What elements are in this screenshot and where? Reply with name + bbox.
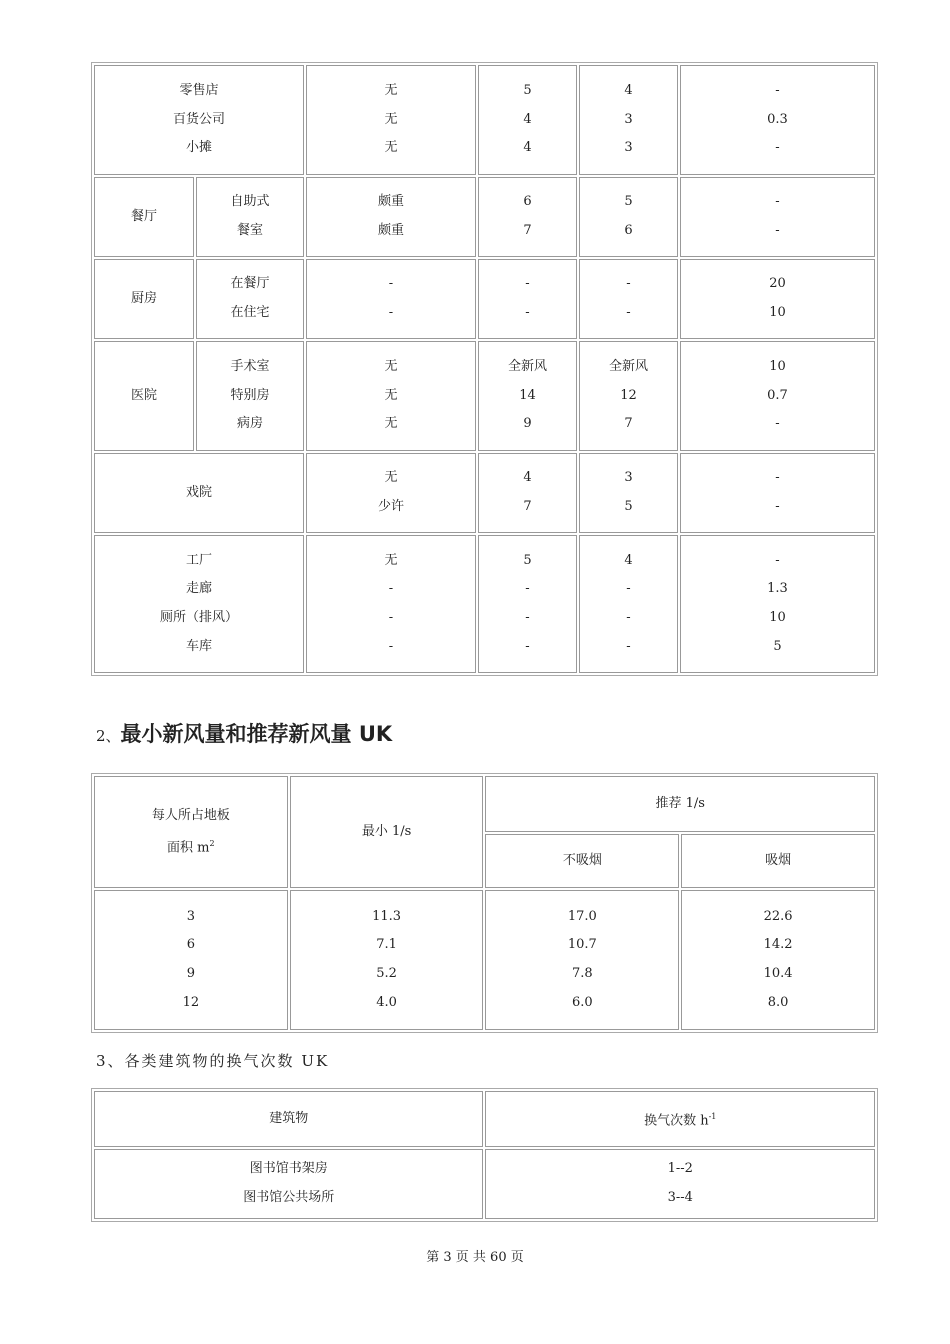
value-column-4: - 0.3 - bbox=[680, 65, 875, 175]
table-row bbox=[94, 535, 875, 673]
header-smoking: 吸烟 bbox=[681, 834, 875, 888]
value-column-2: 4 7 bbox=[478, 453, 577, 533]
fresh-air-table bbox=[91, 773, 878, 1033]
building-type: 工厂 走廊 厕所（排风） 车库 bbox=[94, 535, 304, 673]
header-floor-area: 每人所占地板 面积 $m^2$ bbox=[94, 776, 288, 888]
value-column-1: 无 - - - bbox=[306, 535, 476, 673]
value-column-4: - 1.3 10 5 bbox=[680, 535, 875, 673]
value-column-2: - - bbox=[478, 259, 577, 339]
value-column-2: 5 4 4 bbox=[478, 65, 577, 175]
value-column-3: - - bbox=[579, 259, 678, 339]
header-non-smoking: 不吸烟 bbox=[485, 834, 679, 888]
table-row bbox=[94, 341, 875, 451]
building-type: 手术室 特别房 病房 bbox=[196, 341, 304, 451]
value-column-2: 6 7 bbox=[478, 177, 577, 257]
section-3-heading: 3、各类建筑物的换气次数 UK bbox=[96, 1052, 330, 1070]
table-row bbox=[94, 1149, 875, 1219]
table-row bbox=[94, 177, 875, 257]
value-column-2: 全新风 14 9 bbox=[478, 341, 577, 451]
area-column: 3 6 9 12 bbox=[94, 890, 288, 1030]
building-column: 图书馆书架房 图书馆公共场所 bbox=[94, 1149, 483, 1219]
header-recommended: 推荐 1/s bbox=[485, 776, 875, 832]
value-column-2: 5 - - - bbox=[478, 535, 577, 673]
header-minimum: 最小 1/s bbox=[290, 776, 484, 888]
value-column-3: 全新风 12 7 bbox=[579, 341, 678, 451]
category-label: 餐厅 bbox=[94, 177, 194, 257]
value-column-1: 颇重 颇重 bbox=[306, 177, 476, 257]
ventilation-table bbox=[91, 62, 878, 676]
building-type: 零售店 百货公司 小摊 bbox=[94, 65, 304, 175]
table-row bbox=[94, 259, 875, 339]
page-footer: 第 3 页 共 60 页 bbox=[426, 1250, 524, 1265]
building-type: 在餐厅 在住宅 bbox=[196, 259, 304, 339]
table-row bbox=[94, 65, 875, 175]
building-type: 自助式 餐室 bbox=[196, 177, 304, 257]
section-title: 最小新风量和推荐新风量 UK bbox=[120, 722, 393, 746]
value-column-3: 4 - - - bbox=[579, 535, 678, 673]
air-change-table bbox=[91, 1088, 878, 1222]
value-column-1: - - bbox=[306, 259, 476, 339]
table-row bbox=[94, 890, 875, 1030]
value-column-1: 无 无 无 bbox=[306, 65, 476, 175]
table-row bbox=[94, 453, 875, 533]
value-column-3: 4 3 3 bbox=[579, 65, 678, 175]
building-type: 戏院 bbox=[94, 453, 304, 533]
value-column-3: 5 6 bbox=[579, 177, 678, 257]
value-column-4: 10 0.7 - bbox=[680, 341, 875, 451]
value-column-4: - - bbox=[680, 453, 875, 533]
header-building: 建筑物 bbox=[94, 1091, 483, 1147]
section-number: 2、 bbox=[96, 727, 121, 745]
section-2-heading bbox=[96, 718, 392, 748]
value-column-3: 3 5 bbox=[579, 453, 678, 533]
value-column-4: - - bbox=[680, 177, 875, 257]
header-rate: 换气次数 $h^{-1}$ bbox=[485, 1091, 875, 1147]
smoking-column: 22.6 14.2 10.4 8.0 bbox=[681, 890, 875, 1030]
category-label: 厨房 bbox=[94, 259, 194, 339]
value-column-1: 无 少许 bbox=[306, 453, 476, 533]
category-label: 医院 bbox=[94, 341, 194, 451]
minimum-column: 11.3 7.1 5.2 4.0 bbox=[290, 890, 484, 1030]
rate-column: 1--2 3--4 bbox=[485, 1149, 875, 1219]
value-column-4: 20 10 bbox=[680, 259, 875, 339]
non-smoking-column: 17.0 10.7 7.8 6.0 bbox=[485, 890, 679, 1030]
value-column-1: 无 无 无 bbox=[306, 341, 476, 451]
